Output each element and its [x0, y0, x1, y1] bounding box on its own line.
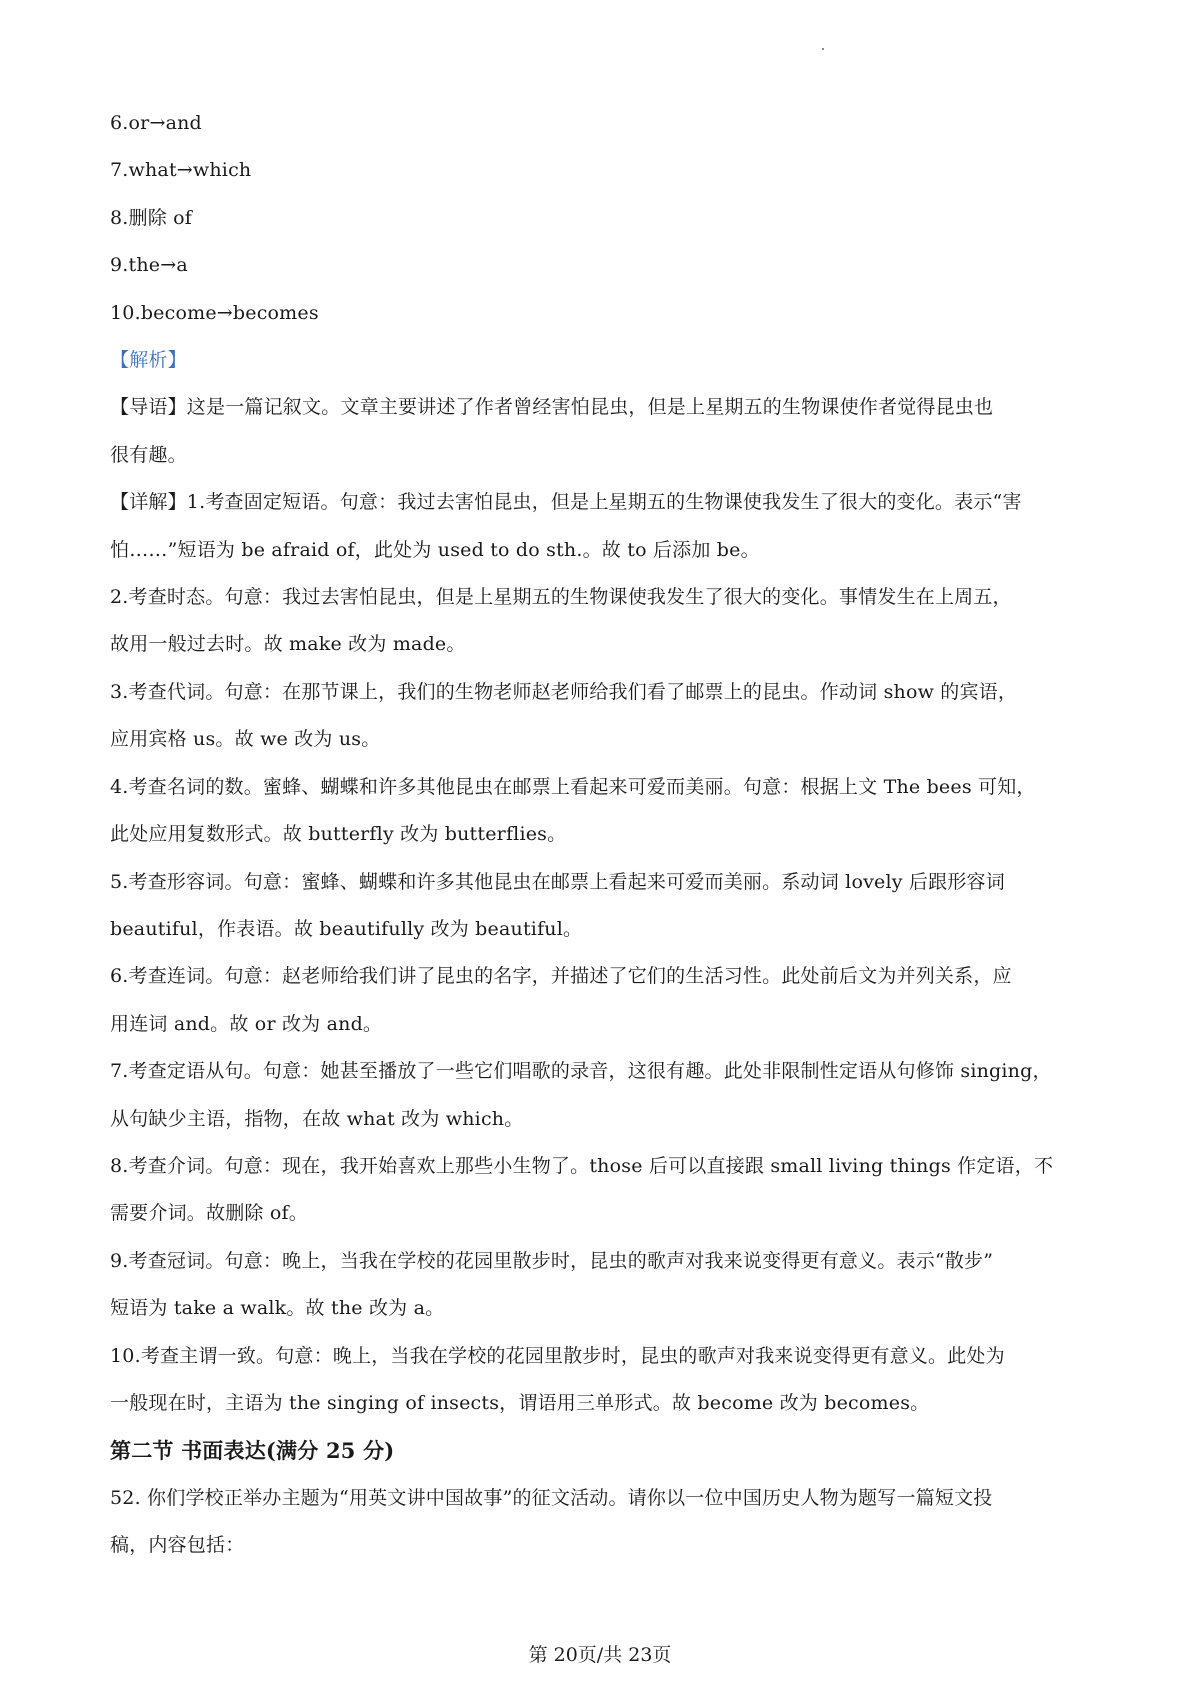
text-line: 3.考查代词。句意：在那节课上，我们的生物老师赵老师给我们看了邮票上的昆虫。作动词 show 的宾语，	[110, 680, 1018, 703]
text-line: 需要介词。故删除 of。	[110, 1202, 308, 1225]
text-line: 短语为 take a walk。故 the 改为 a。	[110, 1297, 445, 1320]
text-line: 8.考查介词。句意：现在，我开始喜欢上那些小生物了。those 后可以直接跟 small living things 作定语，不	[110, 1154, 1054, 1177]
text-line: 10.考查主谓一致。句意：晚上，当我在学校的花园里散步时，昆虫的歌声对我来说变得更有意义。此处为	[110, 1344, 1005, 1367]
answer-line: 7.what→which	[110, 159, 252, 182]
text-line: beautiful，作表语。故 beautifully 改为 beautiful。	[110, 917, 583, 940]
text-line: 【详解】1.考查固定短语。句意：我过去害怕昆虫，但是上星期五的生物课使我发生了很大的变化。表示“害	[110, 491, 1022, 514]
text-line: 2.考查时态。句意：我过去害怕昆虫，但是上星期五的生物课使我发生了很大的变化。事情发生在上周五，	[110, 586, 1012, 609]
answer-line: 9.the→a	[110, 254, 188, 277]
answer-line: 10.become→becomes	[110, 301, 319, 324]
page-footer: 第 20页/共 23页	[528, 1644, 672, 1666]
section-title: 第二节 书面表达(满分 25 分)	[110, 1438, 395, 1464]
text-line: 【导语】这是一篇记叙文。文章主要讲述了作者曾经害怕昆虫，但是上星期五的生物课使作者觉得昆虫也	[110, 396, 994, 419]
page-mark	[822, 48, 824, 50]
text-line: 9.考查冠词。句意：晚上，当我在学校的花园里散步时，昆虫的歌声对我来说变得更有意义。表示“散步”	[110, 1249, 994, 1272]
text-line: 从句缺少主语，指物，在故 what 改为 which。	[110, 1107, 524, 1130]
text-line: 很有趣。	[110, 443, 187, 466]
text-line: 此处应用复数形式。故 butterfly 改为 butterflies。	[110, 823, 567, 846]
page-content	[110, 100, 1100, 1570]
text-line: 7.考查定语从句。句意：她甚至播放了一些它们唱歌的录音，这很有趣。此处非限制性定语从句修饰 singing，	[110, 1060, 1052, 1083]
text-line: 5.考查形容词。句意：蜜蜂、蝴蝶和许多其他昆虫在邮票上看起来可爱而美丽。系动词 lovely 后跟形容词	[110, 870, 1005, 893]
text-line: 6.考查连词。句意：赵老师给我们讲了昆虫的名字，并描述了它们的生活习性。此处前后文为并列关系，应	[110, 965, 1012, 988]
answer-line: 6.or→and	[110, 112, 202, 134]
text-line: 4.考查名词的数。蜜蜂、蝴蝶和许多其他昆虫在邮票上看起来可爱而美丽。句意：根据上文 The bees 可知，	[110, 775, 1036, 798]
question-line: 52. 你们学校正举办主题为“用英文讲中国故事”的征文活动。请你以一位中国历史人物为题写一篇短文投	[110, 1486, 993, 1509]
text-line: 应用宾格 us。故 we 改为 us。	[110, 728, 381, 751]
text-line: 一般现在时，主语为 the singing of insects，谓语用三单形式。故 become 改为 becomes。	[110, 1391, 930, 1414]
text-line: 故用一般过去时。故 make 改为 made。	[110, 633, 466, 656]
answer-line: 8.删除 of	[110, 206, 193, 229]
text-line: 用连词 and。故 or 改为 and。	[110, 1012, 383, 1035]
question-line: 稿，内容包括：	[110, 1534, 245, 1557]
text-line: 怕……”短语为 be afraid of，此处为 used to do sth.。故 to 后添加 be。	[110, 538, 760, 561]
analysis-label: 【解析】	[110, 349, 187, 372]
